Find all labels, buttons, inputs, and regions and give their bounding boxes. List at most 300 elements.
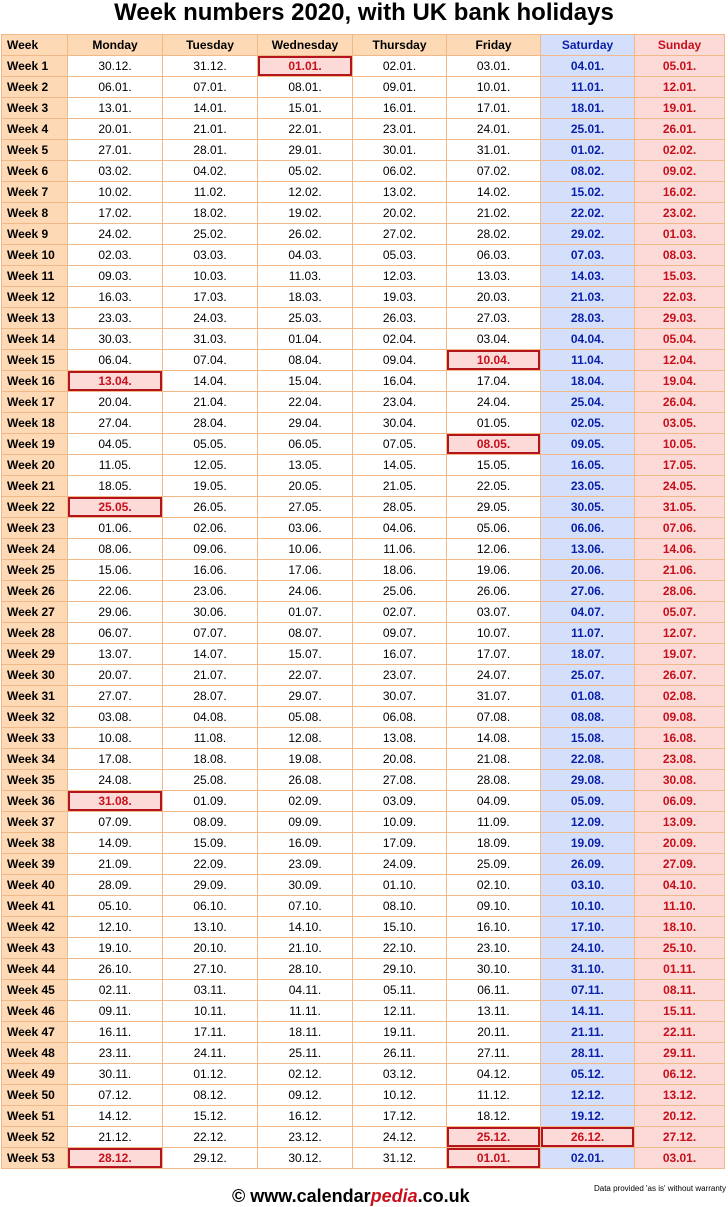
week-number-cell: Week 28 <box>2 623 68 644</box>
wednesday-date-cell: 23.09. <box>258 854 353 875</box>
thursday-date-cell: 02.04. <box>353 329 447 350</box>
thursday-date-cell: 13.08. <box>353 728 447 749</box>
wednesday-date-cell: 12.02. <box>258 182 353 203</box>
thursday-date-cell: 09.01. <box>353 77 447 98</box>
week-number-cell: Week 27 <box>2 602 68 623</box>
monday-date-cell: 09.11. <box>68 1001 163 1022</box>
saturday-date-cell: 01.02. <box>541 140 635 161</box>
week-number-cell: Week 13 <box>2 308 68 329</box>
table-row <box>2 770 725 791</box>
tuesday-date-cell: 03.11. <box>163 980 258 1001</box>
wednesday-date-cell: 13.05. <box>258 455 353 476</box>
friday-date-cell: 06.11. <box>447 980 541 1001</box>
saturday-date-cell: 15.02. <box>541 182 635 203</box>
saturday-date-cell: 07.11. <box>541 980 635 1001</box>
thursday-date-cell: 22.10. <box>353 938 447 959</box>
bank-holiday-cell: 28.12. <box>68 1148 163 1169</box>
monday-date-cell: 30.12. <box>68 56 163 77</box>
monday-date-cell: 11.05. <box>68 455 163 476</box>
header-wednesday: Wednesday <box>258 35 353 56</box>
monday-date-cell: 27.04. <box>68 413 163 434</box>
thursday-date-cell: 18.06. <box>353 560 447 581</box>
friday-date-cell: 20.03. <box>447 287 541 308</box>
copyright-link[interactable] <box>232 1186 470 1207</box>
bank-holiday-cell: 25.12. <box>447 1127 541 1148</box>
wednesday-date-cell: 29.04. <box>258 413 353 434</box>
table-row <box>2 455 725 476</box>
thursday-date-cell: 31.12. <box>353 1148 447 1169</box>
monday-date-cell: 06.04. <box>68 350 163 371</box>
saturday-date-cell: 23.05. <box>541 476 635 497</box>
wednesday-date-cell: 07.10. <box>258 896 353 917</box>
tuesday-date-cell: 04.02. <box>163 161 258 182</box>
monday-date-cell: 13.01. <box>68 98 163 119</box>
wednesday-date-cell: 08.07. <box>258 623 353 644</box>
tuesday-date-cell: 30.06. <box>163 602 258 623</box>
saturday-date-cell: 14.11. <box>541 1001 635 1022</box>
tuesday-date-cell: 15.12. <box>163 1106 258 1127</box>
tuesday-date-cell: 01.09. <box>163 791 258 812</box>
wednesday-date-cell: 09.12. <box>258 1085 353 1106</box>
saturday-date-cell: 02.05. <box>541 413 635 434</box>
tuesday-date-cell: 29.09. <box>163 875 258 896</box>
week-number-cell: Week 11 <box>2 266 68 287</box>
monday-date-cell: 12.10. <box>68 917 163 938</box>
sunday-date-cell: 17.05. <box>635 455 725 476</box>
sunday-date-cell: 07.06. <box>635 518 725 539</box>
sunday-date-cell: 12.04. <box>635 350 725 371</box>
tuesday-date-cell: 06.10. <box>163 896 258 917</box>
sunday-date-cell: 02.02. <box>635 140 725 161</box>
thursday-date-cell: 27.02. <box>353 224 447 245</box>
wednesday-date-cell: 20.05. <box>258 476 353 497</box>
week-number-cell: Week 18 <box>2 413 68 434</box>
monday-date-cell: 06.07. <box>68 623 163 644</box>
tuesday-date-cell: 27.10. <box>163 959 258 980</box>
table-row <box>2 917 725 938</box>
table-row <box>2 938 725 959</box>
sunday-date-cell: 04.10. <box>635 875 725 896</box>
wednesday-date-cell: 18.11. <box>258 1022 353 1043</box>
week-number-cell: Week 25 <box>2 560 68 581</box>
saturday-date-cell: 04.04. <box>541 329 635 350</box>
wednesday-date-cell: 02.09. <box>258 791 353 812</box>
sunday-date-cell: 12.07. <box>635 623 725 644</box>
week-number-cell: Week 4 <box>2 119 68 140</box>
sunday-date-cell: 19.04. <box>635 371 725 392</box>
saturday-date-cell: 11.04. <box>541 350 635 371</box>
sunday-date-cell: 19.07. <box>635 644 725 665</box>
saturday-date-cell: 08.08. <box>541 707 635 728</box>
sunday-date-cell: 30.08. <box>635 770 725 791</box>
thursday-date-cell: 06.08. <box>353 707 447 728</box>
sunday-date-cell: 25.10. <box>635 938 725 959</box>
friday-date-cell: 25.09. <box>447 854 541 875</box>
thursday-date-cell: 03.09. <box>353 791 447 812</box>
sunday-date-cell: 15.03. <box>635 266 725 287</box>
thursday-date-cell: 12.11. <box>353 1001 447 1022</box>
monday-date-cell: 02.11. <box>68 980 163 1001</box>
saturday-date-cell: 30.05. <box>541 497 635 518</box>
friday-date-cell: 19.06. <box>447 560 541 581</box>
tuesday-date-cell: 07.04. <box>163 350 258 371</box>
week-number-cell: Week 38 <box>2 833 68 854</box>
saturday-date-cell: 10.10. <box>541 896 635 917</box>
table-row <box>2 749 725 770</box>
thursday-date-cell: 05.03. <box>353 245 447 266</box>
week-number-cell: Week 6 <box>2 161 68 182</box>
thursday-date-cell: 10.12. <box>353 1085 447 1106</box>
monday-date-cell: 08.06. <box>68 539 163 560</box>
thursday-date-cell: 24.09. <box>353 854 447 875</box>
week-number-cell: Week 10 <box>2 245 68 266</box>
thursday-date-cell: 07.05. <box>353 434 447 455</box>
friday-date-cell: 24.07. <box>447 665 541 686</box>
monday-date-cell: 18.05. <box>68 476 163 497</box>
table-row <box>2 140 725 161</box>
monday-date-cell: 27.01. <box>68 140 163 161</box>
tuesday-date-cell: 24.11. <box>163 1043 258 1064</box>
friday-date-cell: 04.12. <box>447 1064 541 1085</box>
week-number-cell: Week 41 <box>2 896 68 917</box>
tuesday-date-cell: 25.08. <box>163 770 258 791</box>
table-row <box>2 812 725 833</box>
table-row <box>2 161 725 182</box>
saturday-date-cell: 18.04. <box>541 371 635 392</box>
saturday-date-cell: 19.12. <box>541 1106 635 1127</box>
table-row <box>2 623 725 644</box>
week-number-cell: Week 36 <box>2 791 68 812</box>
thursday-date-cell: 26.03. <box>353 308 447 329</box>
monday-date-cell: 14.12. <box>68 1106 163 1127</box>
saturday-date-cell: 22.02. <box>541 203 635 224</box>
table-row <box>2 413 725 434</box>
tuesday-date-cell: 28.04. <box>163 413 258 434</box>
table-row <box>2 1148 725 1169</box>
monday-date-cell: 23.03. <box>68 308 163 329</box>
sunday-date-cell: 28.06. <box>635 581 725 602</box>
tuesday-date-cell: 21.04. <box>163 392 258 413</box>
week-number-cell: Week 35 <box>2 770 68 791</box>
friday-date-cell: 16.10. <box>447 917 541 938</box>
thursday-date-cell: 16.04. <box>353 371 447 392</box>
table-row <box>2 308 725 329</box>
thursday-date-cell: 25.06. <box>353 581 447 602</box>
friday-date-cell: 30.10. <box>447 959 541 980</box>
thursday-date-cell: 14.05. <box>353 455 447 476</box>
saturday-date-cell: 31.10. <box>541 959 635 980</box>
sunday-date-cell: 16.02. <box>635 182 725 203</box>
thursday-date-cell: 28.05. <box>353 497 447 518</box>
tuesday-date-cell: 11.08. <box>163 728 258 749</box>
friday-date-cell: 28.02. <box>447 224 541 245</box>
wednesday-date-cell: 28.10. <box>258 959 353 980</box>
tuesday-date-cell: 20.10. <box>163 938 258 959</box>
friday-date-cell: 04.09. <box>447 791 541 812</box>
week-number-cell: Week 15 <box>2 350 68 371</box>
thursday-date-cell: 30.04. <box>353 413 447 434</box>
monday-date-cell: 03.02. <box>68 161 163 182</box>
saturday-date-cell: 28.11. <box>541 1043 635 1064</box>
monday-date-cell: 26.10. <box>68 959 163 980</box>
table-row <box>2 1085 725 1106</box>
wednesday-date-cell: 29.07. <box>258 686 353 707</box>
bank-holiday-cell: 01.01. <box>447 1148 541 1169</box>
sunday-date-cell: 13.09. <box>635 812 725 833</box>
tuesday-date-cell: 04.08. <box>163 707 258 728</box>
friday-date-cell: 11.12. <box>447 1085 541 1106</box>
monday-date-cell: 16.11. <box>68 1022 163 1043</box>
sunday-date-cell: 02.08. <box>635 686 725 707</box>
friday-date-cell: 23.10. <box>447 938 541 959</box>
friday-date-cell: 13.11. <box>447 1001 541 1022</box>
sunday-date-cell: 06.12. <box>635 1064 725 1085</box>
friday-date-cell: 17.04. <box>447 371 541 392</box>
saturday-date-cell: 29.08. <box>541 770 635 791</box>
table-row <box>2 266 725 287</box>
tuesday-date-cell: 22.09. <box>163 854 258 875</box>
wednesday-date-cell: 02.12. <box>258 1064 353 1085</box>
saturday-date-cell: 12.09. <box>541 812 635 833</box>
thursday-date-cell: 16.01. <box>353 98 447 119</box>
sunday-date-cell: 23.08. <box>635 749 725 770</box>
table-row <box>2 959 725 980</box>
monday-date-cell: 17.08. <box>68 749 163 770</box>
table-row <box>2 602 725 623</box>
saturday-date-cell: 16.05. <box>541 455 635 476</box>
saturday-date-cell: 18.07. <box>541 644 635 665</box>
sunday-date-cell: 21.06. <box>635 560 725 581</box>
week-number-cell: Week 39 <box>2 854 68 875</box>
tuesday-date-cell: 21.01. <box>163 119 258 140</box>
friday-date-cell: 03.04. <box>447 329 541 350</box>
tuesday-date-cell: 25.02. <box>163 224 258 245</box>
wednesday-date-cell: 10.06. <box>258 539 353 560</box>
wednesday-date-cell: 05.02. <box>258 161 353 182</box>
tuesday-date-cell: 12.05. <box>163 455 258 476</box>
friday-date-cell: 07.02. <box>447 161 541 182</box>
friday-date-cell: 14.08. <box>447 728 541 749</box>
friday-date-cell: 03.07. <box>447 602 541 623</box>
friday-date-cell: 13.03. <box>447 266 541 287</box>
sunday-date-cell: 27.09. <box>635 854 725 875</box>
table-row <box>2 1106 725 1127</box>
tuesday-date-cell: 01.12. <box>163 1064 258 1085</box>
tuesday-date-cell: 28.07. <box>163 686 258 707</box>
sunday-date-cell: 22.03. <box>635 287 725 308</box>
table-row <box>2 329 725 350</box>
sunday-date-cell: 10.05. <box>635 434 725 455</box>
table-row <box>2 896 725 917</box>
week-number-cell: Week 9 <box>2 224 68 245</box>
sunday-date-cell: 20.12. <box>635 1106 725 1127</box>
wednesday-date-cell: 17.06. <box>258 560 353 581</box>
monday-date-cell: 02.03. <box>68 245 163 266</box>
friday-date-cell: 14.02. <box>447 182 541 203</box>
thursday-date-cell: 03.12. <box>353 1064 447 1085</box>
friday-date-cell: 06.03. <box>447 245 541 266</box>
week-number-cell: Week 14 <box>2 329 68 350</box>
week-number-cell: Week 44 <box>2 959 68 980</box>
friday-date-cell: 01.05. <box>447 413 541 434</box>
header-sunday: Sunday <box>635 35 725 56</box>
table-row <box>2 371 725 392</box>
thursday-date-cell: 13.02. <box>353 182 447 203</box>
tuesday-date-cell: 18.08. <box>163 749 258 770</box>
week-number-cell: Week 43 <box>2 938 68 959</box>
week-number-cell: Week 17 <box>2 392 68 413</box>
table-row <box>2 980 725 1001</box>
friday-date-cell: 02.10. <box>447 875 541 896</box>
copyright-prefix: © www.calendar <box>232 1186 371 1206</box>
monday-date-cell: 07.09. <box>68 812 163 833</box>
saturday-date-cell: 15.08. <box>541 728 635 749</box>
friday-date-cell: 24.01. <box>447 119 541 140</box>
tuesday-date-cell: 14.07. <box>163 644 258 665</box>
wednesday-date-cell: 16.12. <box>258 1106 353 1127</box>
tuesday-date-cell: 07.01. <box>163 77 258 98</box>
week-number-cell: Week 2 <box>2 77 68 98</box>
week-number-cell: Week 16 <box>2 371 68 392</box>
week-number-cell: Week 42 <box>2 917 68 938</box>
page-title: Week numbers 2020, with UK bank holidays <box>114 0 614 26</box>
friday-date-cell: 28.08. <box>447 770 541 791</box>
saturday-date-cell: 29.02. <box>541 224 635 245</box>
saturday-date-cell: 22.08. <box>541 749 635 770</box>
monday-date-cell: 30.03. <box>68 329 163 350</box>
wednesday-date-cell: 25.03. <box>258 308 353 329</box>
table-row <box>2 833 725 854</box>
monday-date-cell: 19.10. <box>68 938 163 959</box>
saturday-date-cell: 05.12. <box>541 1064 635 1085</box>
tuesday-date-cell: 18.02. <box>163 203 258 224</box>
tuesday-date-cell: 09.06. <box>163 539 258 560</box>
sunday-date-cell: 09.02. <box>635 161 725 182</box>
thursday-date-cell: 20.08. <box>353 749 447 770</box>
saturday-date-cell: 07.03. <box>541 245 635 266</box>
thursday-date-cell: 11.06. <box>353 539 447 560</box>
thursday-date-cell: 23.07. <box>353 665 447 686</box>
thursday-date-cell: 23.01. <box>353 119 447 140</box>
tuesday-date-cell: 13.10. <box>163 917 258 938</box>
wednesday-date-cell: 15.07. <box>258 644 353 665</box>
monday-date-cell: 01.06. <box>68 518 163 539</box>
sunday-date-cell: 29.11. <box>635 1043 725 1064</box>
sunday-date-cell: 19.01. <box>635 98 725 119</box>
tuesday-date-cell: 24.03. <box>163 308 258 329</box>
sunday-date-cell: 06.09. <box>635 791 725 812</box>
sunday-date-cell: 09.08. <box>635 707 725 728</box>
week-number-cell: Week 8 <box>2 203 68 224</box>
table-row <box>2 1064 725 1085</box>
table-row <box>2 560 725 581</box>
week-number-cell: Week 7 <box>2 182 68 203</box>
week-calendar-table <box>1 34 725 1169</box>
bank-holiday-cell: 10.04. <box>447 350 541 371</box>
monday-date-cell: 14.09. <box>68 833 163 854</box>
header-week: Week <box>2 35 68 56</box>
thursday-date-cell: 09.04. <box>353 350 447 371</box>
friday-date-cell: 24.04. <box>447 392 541 413</box>
monday-date-cell: 10.02. <box>68 182 163 203</box>
saturday-date-cell: 24.10. <box>541 938 635 959</box>
friday-date-cell: 09.10. <box>447 896 541 917</box>
wednesday-date-cell: 01.07. <box>258 602 353 623</box>
friday-date-cell: 05.06. <box>447 518 541 539</box>
monday-date-cell: 07.12. <box>68 1085 163 1106</box>
thursday-date-cell: 30.07. <box>353 686 447 707</box>
sunday-date-cell: 29.03. <box>635 308 725 329</box>
monday-date-cell: 20.01. <box>68 119 163 140</box>
week-number-cell: Week 51 <box>2 1106 68 1127</box>
wednesday-date-cell: 19.08. <box>258 749 353 770</box>
monday-date-cell: 09.03. <box>68 266 163 287</box>
thursday-date-cell: 17.09. <box>353 833 447 854</box>
week-number-cell: Week 53 <box>2 1148 68 1169</box>
wednesday-date-cell: 05.08. <box>258 707 353 728</box>
wednesday-date-cell: 30.12. <box>258 1148 353 1169</box>
saturday-date-cell: 06.06. <box>541 518 635 539</box>
monday-date-cell: 20.07. <box>68 665 163 686</box>
sunday-date-cell: 31.05. <box>635 497 725 518</box>
thursday-date-cell: 04.06. <box>353 518 447 539</box>
monday-date-cell: 20.04. <box>68 392 163 413</box>
thursday-date-cell: 02.07. <box>353 602 447 623</box>
wednesday-date-cell: 21.10. <box>258 938 353 959</box>
friday-date-cell: 20.11. <box>447 1022 541 1043</box>
wednesday-date-cell: 01.04. <box>258 329 353 350</box>
sunday-date-cell: 18.10. <box>635 917 725 938</box>
friday-date-cell: 12.06. <box>447 539 541 560</box>
monday-date-cell: 23.11. <box>68 1043 163 1064</box>
table-row <box>2 707 725 728</box>
thursday-date-cell: 02.01. <box>353 56 447 77</box>
bank-holiday-cell: 31.08. <box>68 791 163 812</box>
tuesday-date-cell: 14.01. <box>163 98 258 119</box>
week-number-cell: Week 1 <box>2 56 68 77</box>
week-number-cell: Week 50 <box>2 1085 68 1106</box>
sunday-date-cell: 11.10. <box>635 896 725 917</box>
saturday-date-cell: 25.04. <box>541 392 635 413</box>
saturday-date-cell: 03.10. <box>541 875 635 896</box>
monday-date-cell: 21.09. <box>68 854 163 875</box>
friday-date-cell: 31.01. <box>447 140 541 161</box>
sunday-date-cell: 23.02. <box>635 203 725 224</box>
thursday-date-cell: 19.03. <box>353 287 447 308</box>
monday-date-cell: 04.05. <box>68 434 163 455</box>
week-number-cell: Week 46 <box>2 1001 68 1022</box>
thursday-date-cell: 17.12. <box>353 1106 447 1127</box>
thursday-date-cell: 23.04. <box>353 392 447 413</box>
thursday-date-cell: 05.11. <box>353 980 447 1001</box>
thursday-date-cell: 20.02. <box>353 203 447 224</box>
wednesday-date-cell: 06.05. <box>258 434 353 455</box>
friday-date-cell: 21.02. <box>447 203 541 224</box>
wednesday-date-cell: 27.05. <box>258 497 353 518</box>
bank-holiday-cell: 01.01. <box>258 56 353 77</box>
table-row <box>2 182 725 203</box>
thursday-date-cell: 26.11. <box>353 1043 447 1064</box>
monday-date-cell: 15.06. <box>68 560 163 581</box>
saturday-date-cell: 08.02. <box>541 161 635 182</box>
week-number-cell: Week 49 <box>2 1064 68 1085</box>
sunday-date-cell: 08.11. <box>635 980 725 1001</box>
table-row <box>2 686 725 707</box>
sunday-date-cell: 26.07. <box>635 665 725 686</box>
table-row <box>2 665 725 686</box>
tuesday-date-cell: 17.11. <box>163 1022 258 1043</box>
week-number-cell: Week 21 <box>2 476 68 497</box>
